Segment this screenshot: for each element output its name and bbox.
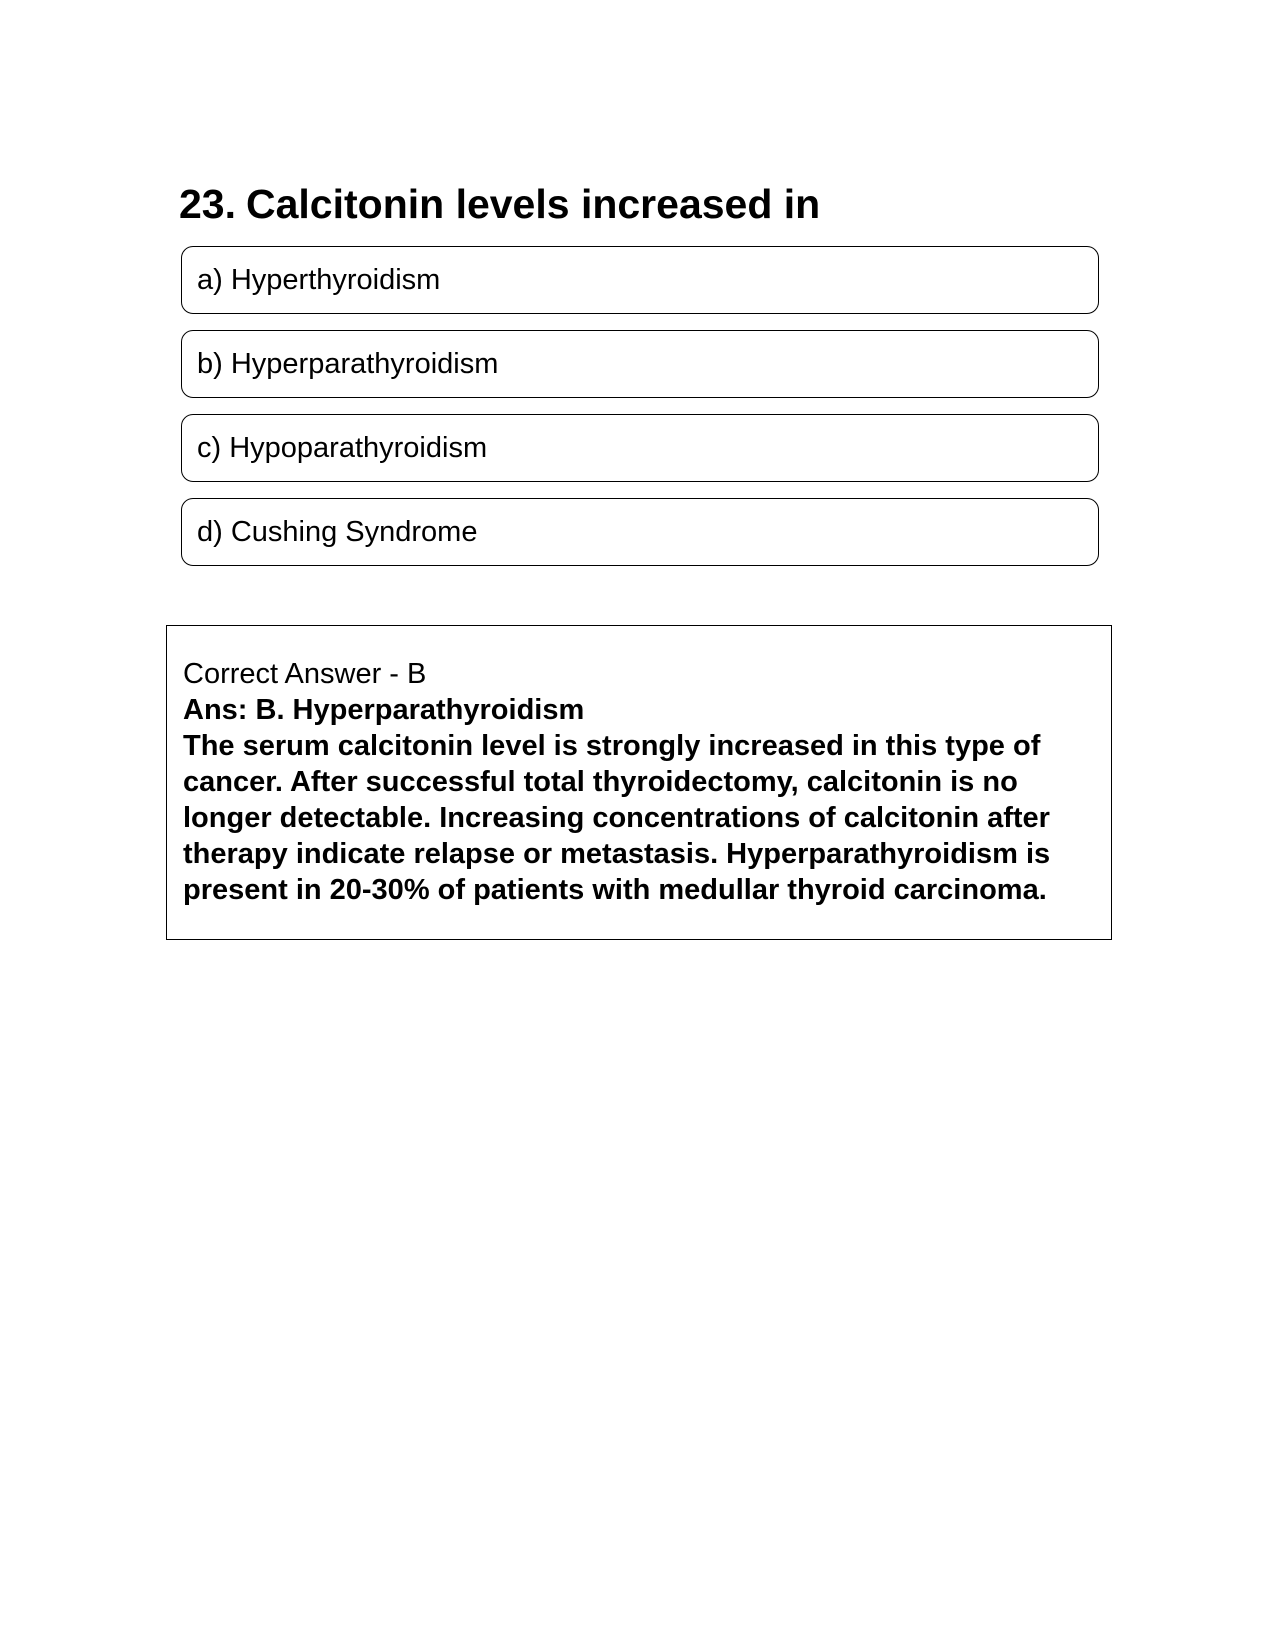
option-d-label: d) Cushing Syndrome: [197, 516, 478, 548]
question-number: 23.: [179, 181, 236, 227]
option-b[interactable]: [181, 330, 1099, 398]
question-heading: [179, 178, 1099, 230]
answer-explanation: The serum calcitonin level is strongly increased in this type of cancer. After successful total thyroidectomy, calcitonin is no longer detectable. Increasing concentrations of calcitonin after therapy indicate relapse or metastasis. Hyperparathyroidism is present in 20-30% of patients with medullar thyroid carcinoma.: [183, 730, 1051, 906]
question-text: Calcitonin levels increased in: [246, 181, 821, 227]
option-b-label: b) Hyperparathyroidism: [197, 348, 499, 380]
option-c[interactable]: [181, 414, 1099, 482]
option-a-label: a) Hyperthyroidism: [197, 264, 441, 296]
option-d[interactable]: [181, 498, 1099, 566]
options-list: [181, 246, 1099, 582]
answer-title: Ans: B. Hyperparathyroidism: [183, 694, 585, 726]
correct-answer: Correct Answer - B: [183, 658, 427, 690]
answer-box: [166, 625, 1112, 940]
option-c-label: c) Hypoparathyroidism: [197, 432, 488, 464]
option-a[interactable]: [181, 246, 1099, 314]
